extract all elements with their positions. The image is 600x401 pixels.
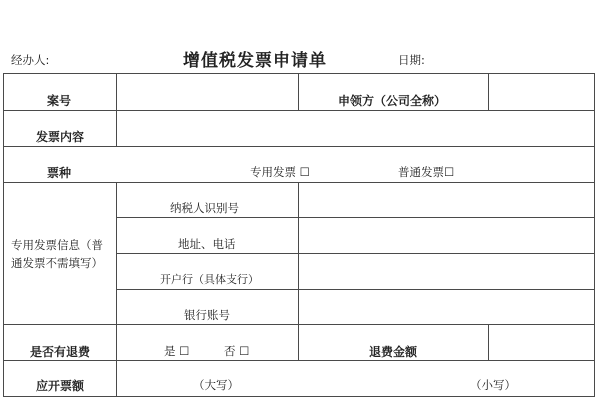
col-divider (488, 324, 489, 360)
bank-account-label: 银行账号 (184, 308, 230, 322)
normal-invoice-checkbox[interactable]: 普通发票☐ (398, 165, 455, 179)
refund-yes-checkbox[interactable]: 是 ☐ (164, 344, 190, 358)
invoice-type-label: 票种 (47, 166, 72, 180)
taxpayer-id-label: 纳税人识别号 (170, 201, 239, 215)
amount-lower-label: （小写） (470, 378, 516, 392)
handler-label: 经办人: (11, 53, 50, 67)
col-divider (298, 324, 299, 360)
row-divider (3, 110, 595, 111)
address-phone-label: 地址、电话 (178, 237, 236, 251)
special-invoice-checkbox[interactable]: 专用发票 ☐ (250, 165, 310, 179)
receiver-label: 申领方（公司全称） (338, 94, 447, 108)
row-divider (116, 217, 595, 218)
bank-label: 开户行（具体支行） (160, 273, 259, 286)
row-divider (3, 146, 595, 147)
invoice-content-label: 发票内容 (36, 130, 85, 144)
col-divider (488, 73, 489, 110)
form-table (3, 73, 595, 397)
col-divider (116, 110, 117, 146)
refund-amount-label: 退费金额 (369, 345, 418, 359)
amount-upper-label: （大写） (193, 378, 239, 392)
form-title: 增值税发票申请单 (183, 51, 327, 71)
col-divider (116, 73, 117, 110)
col-divider (116, 182, 117, 397)
date-label: 日期: (398, 53, 425, 67)
col-divider (298, 73, 299, 110)
amount-label: 应开票额 (36, 379, 85, 393)
special-invoice-info-label: 专用发票信息（普通发票不需填写） (11, 238, 103, 270)
row-divider (3, 360, 595, 361)
row-divider (3, 324, 595, 325)
refund-no-checkbox[interactable]: 否 ☐ (224, 344, 250, 358)
row-divider (116, 289, 595, 290)
case-no-label: 案号 (47, 94, 72, 108)
row-divider (3, 182, 595, 183)
row-divider (116, 253, 595, 254)
refund-label: 是否有退费 (30, 345, 91, 359)
col-divider (298, 182, 299, 324)
